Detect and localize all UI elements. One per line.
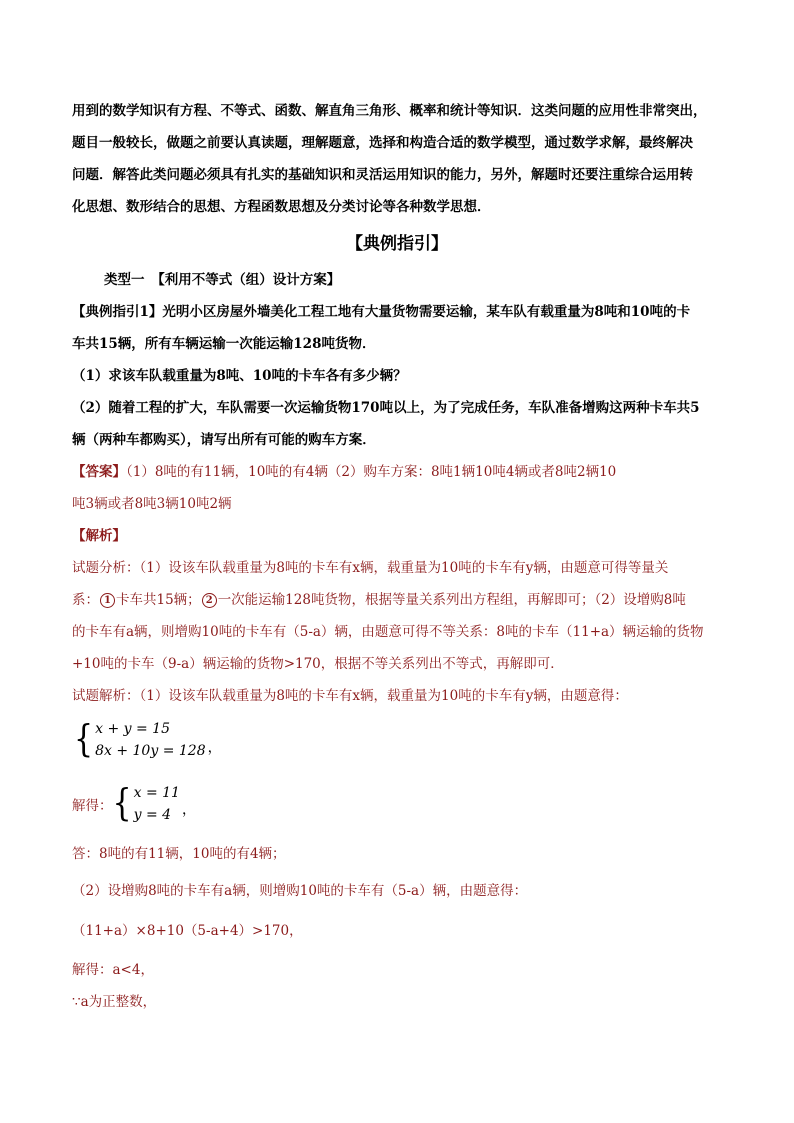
solution-part-2: （2）设增购8吨的卡车有a辆，则增购10吨的卡车有（5-a）辆，由题意得： — [72, 883, 528, 899]
analysis-line-2-part-2: 一次能运输128吨货物，根据等量关系列出方程组，再解即可；（2）设增购8吨 — [217, 592, 686, 608]
problem-line-4: （2）随着工程的扩大，车队需要一次运输货物170吨以上，为了完成任务，车队准备增购这两种卡车共5 — [72, 400, 700, 416]
intro-line-3: 问题．解答此类问题必须具有扎实的基础知识和灵活运用知识的能力，另外，解题时还要注重综合运用转 — [72, 167, 693, 183]
section-title: 【典例指引】 — [346, 234, 448, 254]
system2-tail: ， — [181, 802, 196, 818]
integer-line: ∵a为正整数， — [72, 994, 157, 1010]
analysis-label: 【解析】 — [72, 528, 126, 544]
system2-eq2: y = 4 — [133, 807, 172, 823]
type-heading: 类型一 【利用不等式（组）设计方案】 — [104, 272, 341, 288]
answer-line-2: 吨3辆或者8吨3辆10吨2辆 — [72, 496, 232, 512]
answer-line-1 — [72, 462, 722, 482]
solve-line — [72, 782, 196, 826]
system1-eq2: 8x + 10y = 128 — [95, 743, 206, 759]
analysis-line-2-part-1: 卡车共15辆； — [116, 592, 201, 608]
system1-eq1: x + y = 15 — [95, 721, 170, 737]
intro-line-4: 化思想、数形结合的思想、方程函数思想及分类讨论等各种数学思想． — [72, 199, 491, 215]
answer-text-1: （1）8吨的有11辆，10吨的有4辆（2）购车方案：8吨1辆10吨4辆或者8吨2辆10 — [126, 464, 617, 480]
system2-eq1: x = 11 — [133, 785, 180, 801]
problem-line-5: 辆（两种车都购买），请写出所有可能的购车方案． — [72, 432, 376, 448]
problem-line-2: 车共15辆，所有车辆运输一次能运输128吨货物． — [72, 336, 376, 352]
solution-line-1: 试题解析：（1）设该车队载重量为8吨的卡车有x辆，载重量为10吨的卡车有y辆，由题意得： — [72, 688, 628, 704]
system1-tail: ， — [207, 740, 222, 756]
analysis-line-2 — [72, 590, 722, 610]
circled-two-icon: 2 — [202, 593, 217, 608]
inequality-line: （11+a）×8+10（5-a+4）>170， — [72, 923, 303, 939]
solve-label: 解得： — [72, 798, 113, 814]
answer-part-1: 答：8吨的有11辆，10吨的有4辆； — [72, 846, 286, 862]
problem-line-3: （1）求该车队载重量为8吨、10吨的卡车各有多少辆？ — [72, 368, 407, 384]
circled-one-icon: 1 — [100, 593, 115, 608]
equation-system-1 — [74, 718, 222, 762]
analysis-line-1: 试题分析：（1）设该车队载重量为8吨的卡车有x辆，载重量为10吨的卡车有y辆，由题意可得等量关 — [72, 560, 669, 576]
left-brace-icon: { — [112, 781, 132, 826]
left-brace-icon: { — [74, 717, 94, 762]
problem-line-1: 【典例指引1】光明小区房屋外墙美化工程工地有大量货物需要运输，某车队有载重量为8吨和10吨的卡 — [72, 304, 691, 320]
analysis-line-3: 的卡车有a辆，则增购10吨的卡车有（5-a）辆，由题意可得不等关系：8吨的卡车（11+a）辆运输的货物 — [72, 624, 704, 640]
answer-label: 【答案】 — [72, 464, 126, 480]
result-line: 解得：a<4， — [72, 962, 154, 978]
analysis-line-2-prefix: 系： — [72, 592, 99, 608]
analysis-line-4: +10吨的卡车（9-a）辆运输的货物>170，根据不等关系列出不等式，再解即可． — [72, 656, 564, 672]
intro-line-1: 用到的数学知识有方程、不等式、函数、解直角三角形、概率和统计等知识．这类问题的应用性非常突出， — [72, 103, 707, 119]
intro-line-2: 题目一般较长，做题之前要认真读题，理解题意，选择和构造合适的数学模型，通过数学求解，最终解决 — [72, 135, 693, 151]
